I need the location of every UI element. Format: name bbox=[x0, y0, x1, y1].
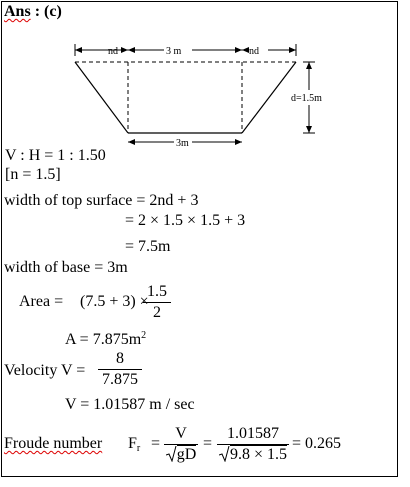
area-numerator: 1.5 bbox=[147, 283, 167, 300]
slope-ratio: V : H = 1 : 1.50 bbox=[5, 147, 106, 164]
froude-label bbox=[4, 435, 102, 453]
area-result-value: A = 7.875m bbox=[65, 331, 142, 348]
answer-label: Ans bbox=[4, 3, 31, 20]
left-dim-label: nd bbox=[108, 46, 118, 57]
froude-result: = 0.265 bbox=[292, 435, 342, 452]
froude-fraction-numeric bbox=[217, 425, 289, 464]
area-expression: (7.5 + 3) × bbox=[80, 293, 149, 310]
froude-equals-2: = bbox=[203, 435, 213, 452]
froude-den-symbolic-radicand: gD bbox=[176, 446, 197, 463]
right-dim-label: nd bbox=[249, 46, 259, 57]
top-width-step: = 2 × 1.5 × 1.5 + 3 bbox=[125, 212, 246, 229]
n-value: [n = 1.5] bbox=[5, 166, 61, 183]
velocity-denominator: 7.875 bbox=[102, 371, 138, 388]
top-width-formula: width of top surface = 2nd + 3 bbox=[4, 192, 199, 209]
froude-symbol-subscript: r bbox=[136, 443, 141, 454]
velocity-result: V = 1.01587 m / sec bbox=[65, 396, 195, 413]
froude-symbol bbox=[128, 435, 140, 458]
area-fraction-bar bbox=[143, 302, 171, 303]
area-unit-exponent: 2 bbox=[141, 330, 147, 341]
area-fraction bbox=[143, 283, 171, 322]
velocity-fraction bbox=[98, 350, 142, 389]
sqrt-sign-icon bbox=[166, 446, 177, 462]
velocity-fraction-bar bbox=[98, 369, 142, 370]
froude-symbol-letter: F bbox=[128, 435, 137, 452]
depth-dim-label: d=1.5m bbox=[291, 93, 322, 104]
velocity-numerator: 8 bbox=[116, 350, 124, 367]
base-width: width of base = 3m bbox=[4, 259, 128, 276]
channel-outline bbox=[75, 62, 296, 133]
mid-dim-label: 3 m bbox=[166, 46, 182, 57]
froude-den-numeric bbox=[217, 446, 289, 464]
base-dim-label: 3m bbox=[176, 138, 189, 149]
froude-den-symbolic bbox=[164, 446, 198, 464]
velocity-lhs: Velocity V = bbox=[4, 362, 86, 379]
froude-num-symbolic: V bbox=[175, 425, 187, 442]
answer-colon: : bbox=[30, 3, 45, 20]
froude-equals-1: = bbox=[151, 435, 161, 452]
top-width-result: = 7.5m bbox=[125, 238, 171, 255]
froude-label-text: Froude number bbox=[4, 435, 103, 452]
area-result bbox=[65, 327, 146, 349]
froude-den-numeric-radicand: 9.8 × 1.5 bbox=[229, 446, 288, 463]
area-denominator: 2 bbox=[153, 304, 161, 321]
trapezoid-channel-figure bbox=[0, 0, 410, 160]
sqrt-sign-icon bbox=[219, 446, 230, 462]
froude-num-numeric: 1.01587 bbox=[227, 425, 279, 442]
answer-option: (c) bbox=[44, 3, 62, 20]
area-lhs: Area = bbox=[19, 293, 64, 310]
froude-fraction-symbolic bbox=[164, 425, 198, 464]
